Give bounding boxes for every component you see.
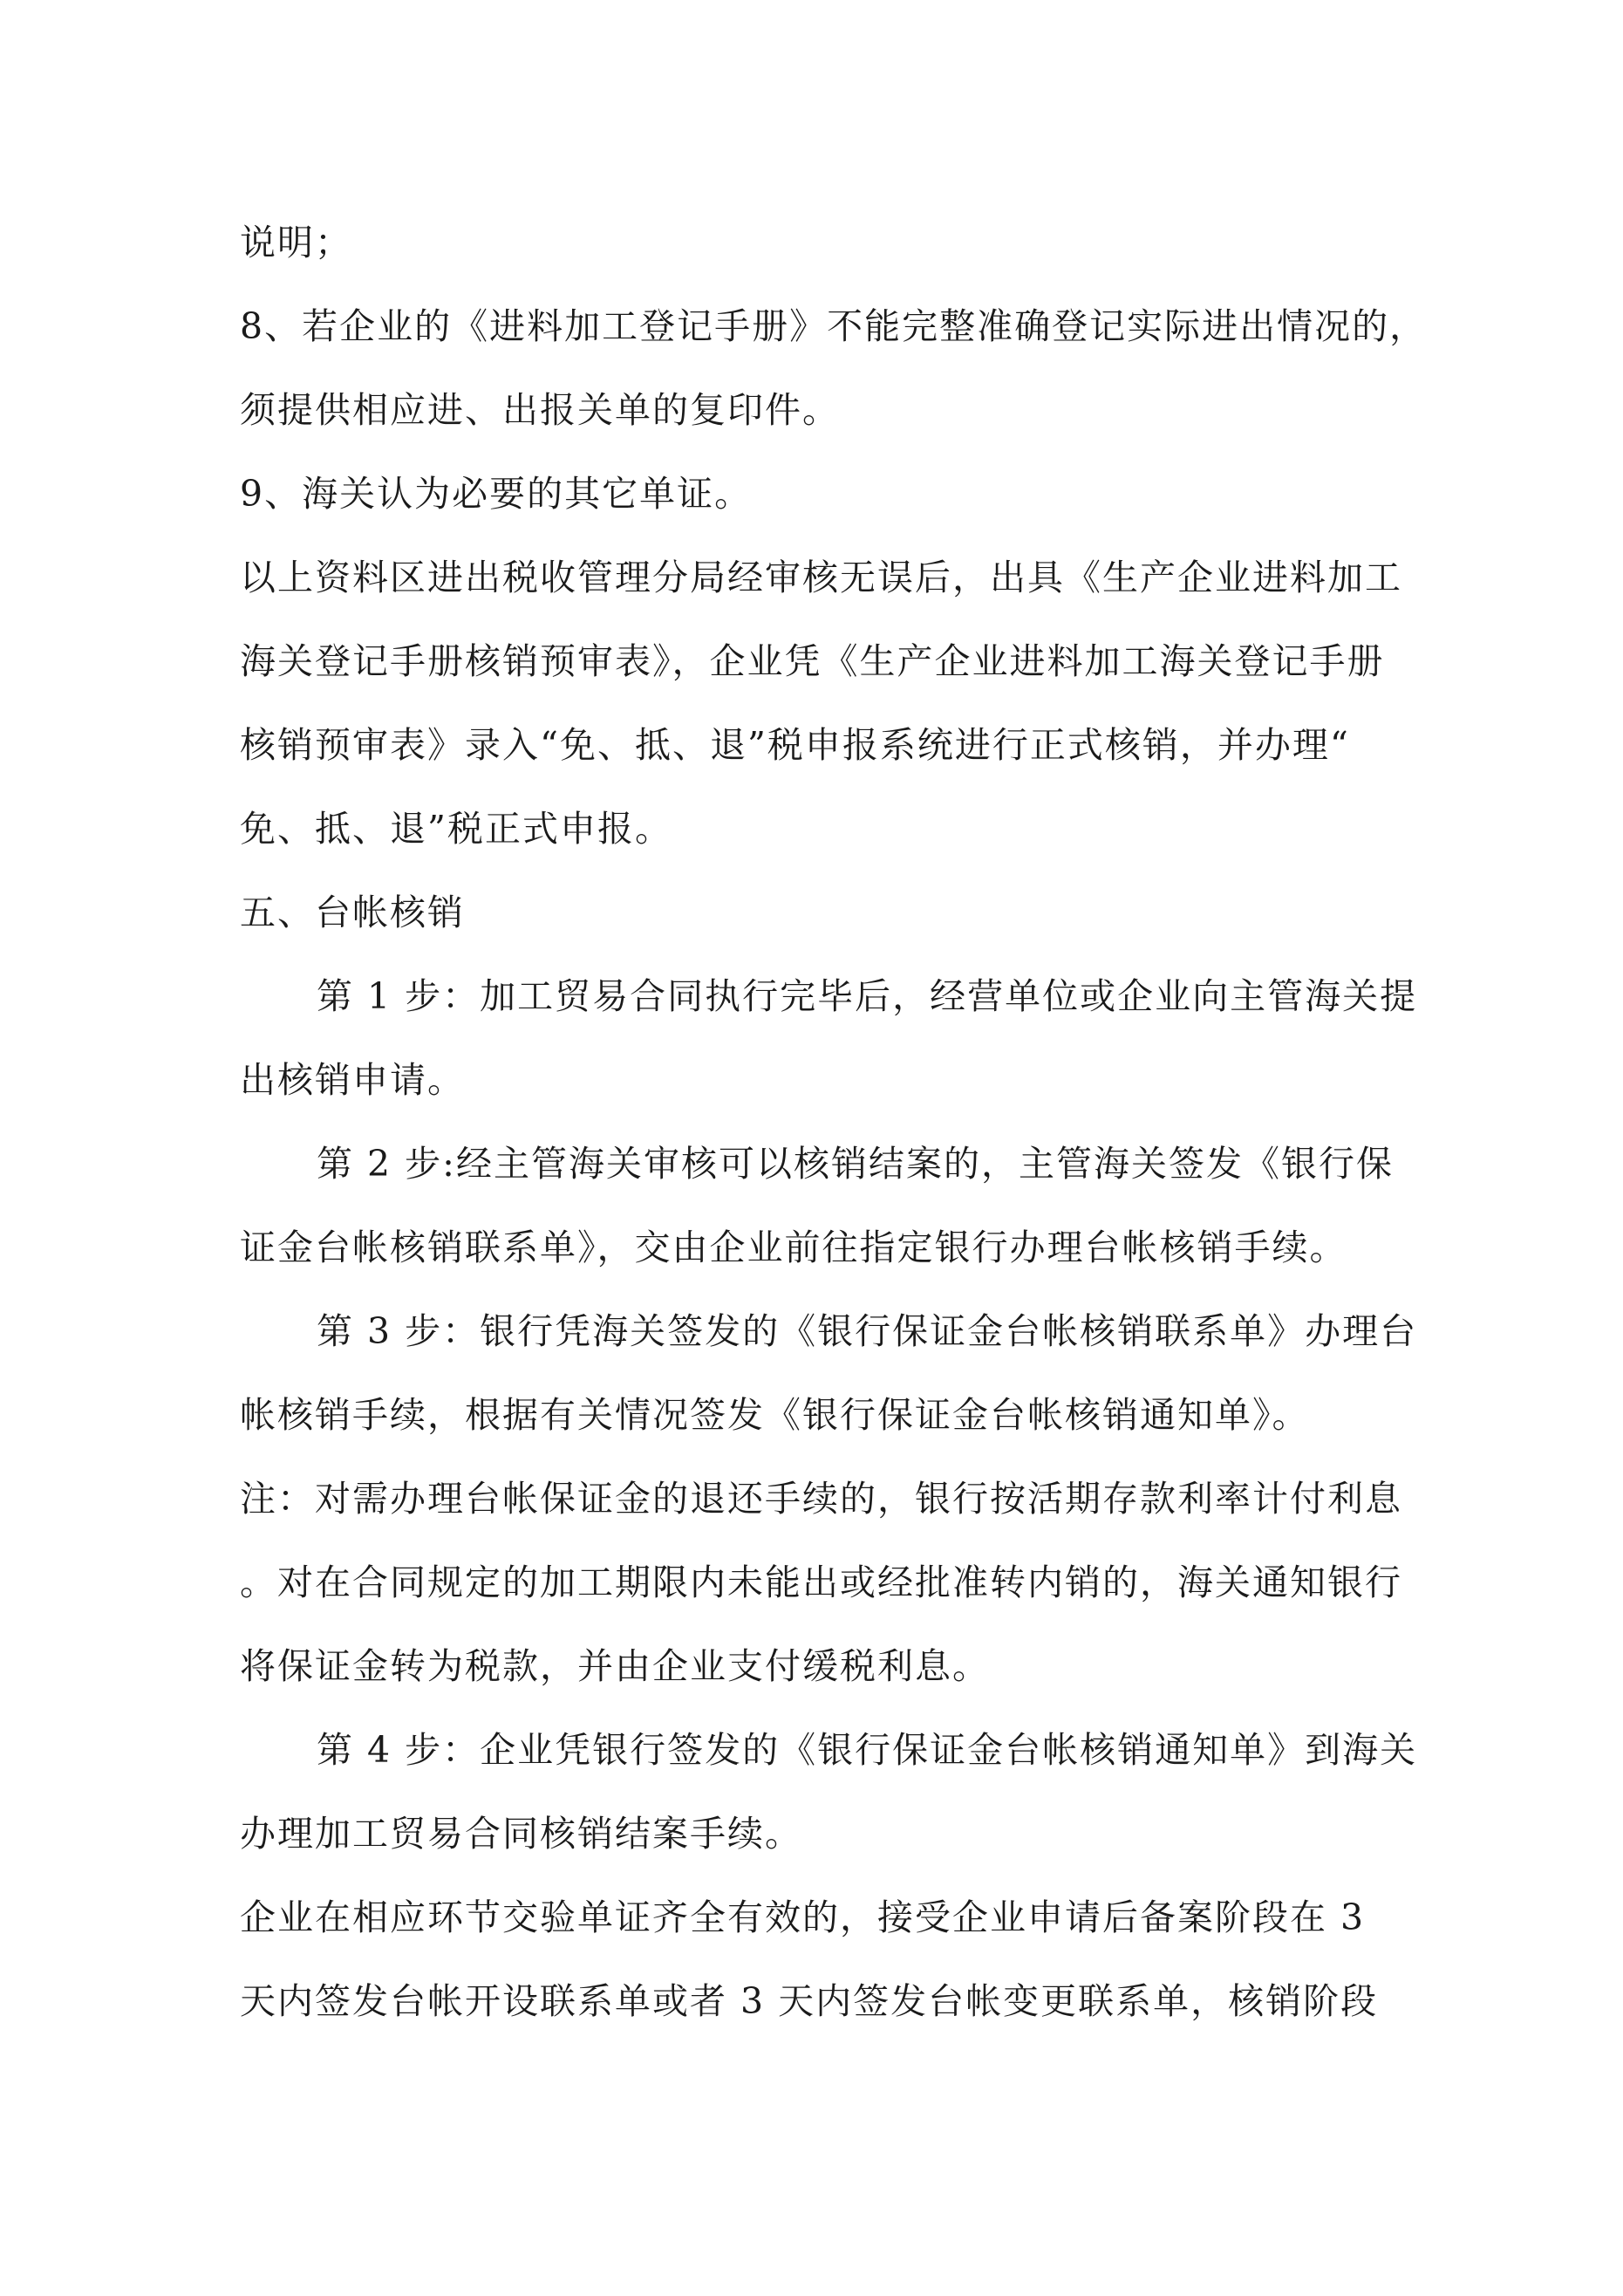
text-line: 核销预审表》录入“免、抵、退”税申报系统进行正式核销，并办理“ xyxy=(240,724,1350,766)
text-line: 帐核销手续，根据有关情况签发《银行保证金台帐核销通知单》。 xyxy=(240,1394,1310,1436)
text-line: 出核销申请。 xyxy=(240,1059,465,1101)
step-line: 第 1 步：加工贸易合同执行完毕后，经营单位或企业向主管海关提 xyxy=(317,975,1418,1017)
text-line: 。对在合同规定的加工期限内未能出或经批准转内销的，海关通知银行 xyxy=(240,1561,1402,1603)
text-line: 说明； xyxy=(240,222,352,263)
text-line: 8、若企业的《进料加工登记手册》不能完整准确登记实际进出情况的， xyxy=(240,305,1428,347)
text-line: 以上资料区进出税收管理分局经审核无误后，出具《生产企业进料加工 xyxy=(240,557,1402,598)
text-line: 将保证金转为税款，并由企业支付缓税利息。 xyxy=(240,1645,990,1687)
text-line: 企业在相应环节交验单证齐全有效的，接受企业申请后备案阶段在 3 xyxy=(240,1896,1366,1938)
text-line: 天内签发台帐开设联系单或者 3 天内签发台帐变更联系单，核销阶段 xyxy=(240,1980,1379,2022)
text-line: 须提供相应进、出报关单的复印件。 xyxy=(240,389,840,431)
text-line: 证金台帐核销联系单》，交由企业前往指定银行办理台帐核销手续。 xyxy=(240,1227,1347,1268)
step-line: 第 3 步：银行凭海关签发的《银行保证金台帐核销联系单》办理台 xyxy=(317,1310,1418,1352)
document-body xyxy=(240,201,1428,2043)
text-line: 免、抵、退”税正式申报。 xyxy=(240,808,672,850)
text-line: 9、海关认为必要的其它单证。 xyxy=(240,473,753,515)
note-line: 注：对需办理台帐保证金的退还手续的，银行按活期存款利率计付利息 xyxy=(240,1478,1402,1520)
text-line: 办理加工贸易合同核销结案手续。 xyxy=(240,1813,802,1855)
step-line: 第 4 步：企业凭银行签发的《银行保证金台帐核销通知单》到海关 xyxy=(317,1729,1418,1771)
section-heading: 五、台帐核销 xyxy=(240,892,465,933)
step-line: 第 2 步:经主管海关审核可以核销结案的，主管海关签发《银行保 xyxy=(317,1143,1394,1185)
text-line: 海关登记手册核销预审表》，企业凭《生产企业进料加工海关登记手册 xyxy=(240,640,1385,682)
